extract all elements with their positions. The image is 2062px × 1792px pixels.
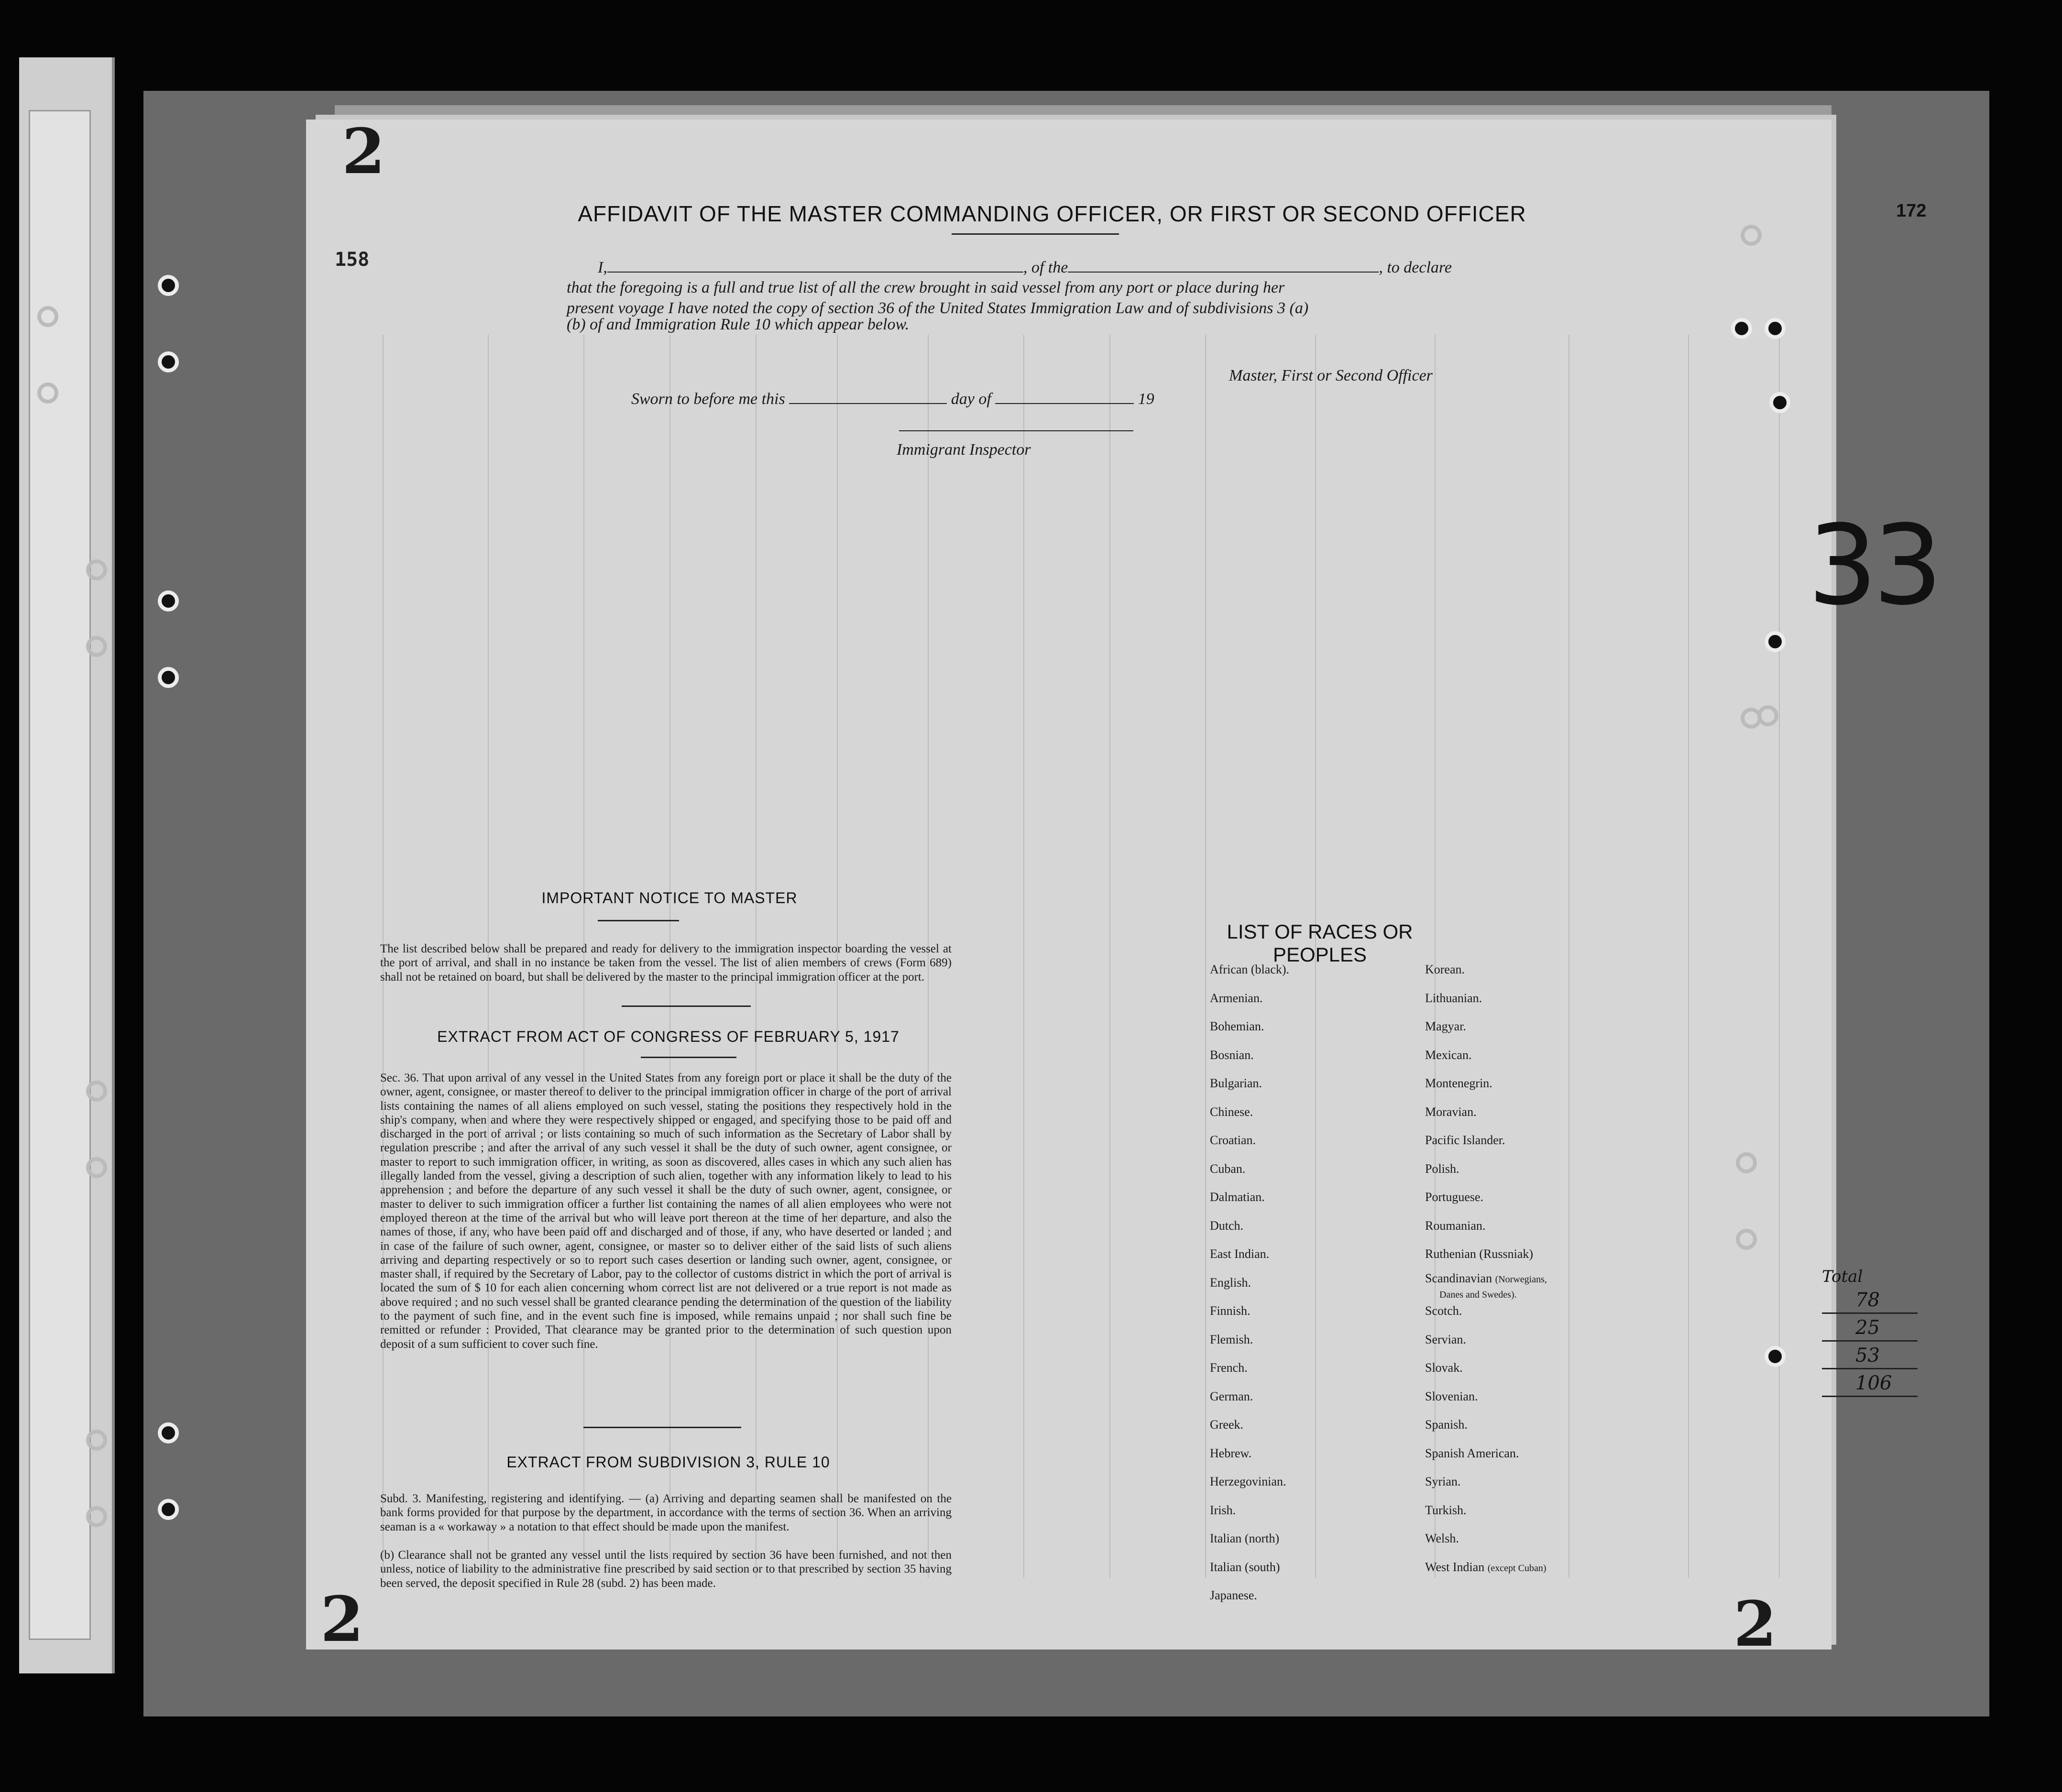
- race-item: Spanish American.: [1425, 1446, 1519, 1460]
- race-item: Pacific Islander.: [1425, 1133, 1505, 1147]
- races-left-column: [1210, 955, 1289, 1610]
- affidavit-pronoun: I,: [598, 259, 607, 276]
- race-item: Korean.: [1425, 962, 1465, 976]
- race-item: Irish.: [1210, 1503, 1236, 1517]
- race-item: Scotch.: [1425, 1304, 1462, 1318]
- race-item: Greek.: [1210, 1418, 1244, 1431]
- race-item: Mexican.: [1425, 1048, 1472, 1062]
- race-item: Dutch.: [1210, 1218, 1244, 1233]
- race-item: Cuban.: [1210, 1161, 1246, 1176]
- race-item: Armenian.: [1210, 991, 1263, 1005]
- rule-text-b: (b) Clearance shall not be granted any vessel until the lists required by section 36 have been furnished, and not then unless, notice of liability to the administrative fine prescribed by said section or to that prescribed by section 35 having been served, the deposit specified in Rule 28 (subd. 2) has been made.: [380, 1549, 952, 1590]
- title-rule: [952, 233, 1119, 235]
- board-hole: [158, 1499, 179, 1520]
- races-right-column: [1425, 955, 1547, 1581]
- race-item-note: (except Cuban): [1487, 1563, 1546, 1573]
- binder-hole: [37, 306, 58, 327]
- race-item: Polish.: [1425, 1161, 1459, 1176]
- board-hole: [158, 275, 179, 296]
- race-item: Welsh.: [1425, 1531, 1459, 1545]
- race-item: Bosnian.: [1210, 1048, 1254, 1062]
- sheet-hole: [1757, 705, 1778, 726]
- binder-hole: [86, 1430, 107, 1451]
- act-title: EXTRACT FROM ACT OF CONGRESS OF FEBRUARY 5, 1917: [437, 1028, 899, 1045]
- race-item: [1425, 1268, 1547, 1300]
- race-item: Lithuanian.: [1425, 991, 1482, 1005]
- race-item: Italian (south): [1210, 1560, 1280, 1574]
- binder-hole: [86, 636, 107, 657]
- affidavit-to-declare: , to declare: [1379, 259, 1452, 276]
- board-hole: [158, 1422, 179, 1443]
- stamp-numeral: 2: [1733, 1587, 1777, 1661]
- race-item: Servian.: [1425, 1332, 1466, 1346]
- race-item: Magyar.: [1425, 1019, 1466, 1033]
- month-blank: [995, 390, 1134, 404]
- race-item: Slovenian.: [1425, 1389, 1478, 1403]
- race-item: Ruthenian (Russniak): [1425, 1247, 1534, 1261]
- vessel-blank: [1068, 258, 1379, 273]
- race-item: English.: [1210, 1275, 1251, 1289]
- board-hole: [158, 351, 179, 372]
- race-item: Roumanian.: [1425, 1218, 1486, 1233]
- race-item: Italian (north): [1210, 1531, 1280, 1545]
- binder-hole: [37, 382, 58, 404]
- day-of-text: day of: [951, 390, 991, 408]
- race-item-label: Scandinavian: [1425, 1271, 1492, 1285]
- race-item-label: West Indian: [1425, 1560, 1485, 1574]
- signature-role: Master, First or Second Officer: [1229, 367, 1433, 384]
- day-blank: [789, 390, 947, 404]
- rule-text-a: Subd. 3. Manifesting, registering and identifying. — (a) Arriving and departing seamen shall be manifested on the bank forms provided for that purpose by the department, in accordance with the terms of section 36. When an arriving seaman is a « workaway » a notation to that effect should be made upon the manifest.: [380, 1492, 952, 1533]
- binder-strip: [29, 110, 91, 1640]
- race-item: Slovak.: [1425, 1361, 1463, 1375]
- sheet-hole-dark: [1765, 318, 1786, 339]
- affidavit-of-the: , of the: [1023, 259, 1068, 276]
- sworn-text: Sworn to before me this: [631, 390, 785, 408]
- notice-title: IMPORTANT NOTICE TO MASTER: [541, 889, 798, 907]
- sheet-hole: [1741, 225, 1762, 246]
- board-hole: [158, 667, 179, 688]
- year-text: 19: [1138, 390, 1154, 408]
- act-text: Sec. 36. That upon arrival of any vessel in the United States from any foreign port or place it shall be the duty of the owner, agent, consignee, or master thereof to deliver to the principal immigration officer in charge of the port of arrival lists containing the names of all aliens employed on such vessel, stating the positions they respectively hold in the ship's company, when and where they were respectively shipped or engaged, and specifying those to be paid off and discharged in the port of arrival ; or lists containing so much of such information as the Secretary of Labor shall by regulation prescribe ; and after the arrival of any such vessel it shall be the duty of such owner, agent consignee, or master to report to such immigration officer, in writing, as soon as discovered, alles cases in which any such alien has illegally landed from the vessel, giving a description of such alien, together with any information likely to lead to his apprehension ; and before the departure of any such vessel it shall be the duty of such owner, agent, consignee, or master to deliver to such immigration officer a further list containing the names of all alien employees who were not employed thereon at the time of the arrival but who will leave port thereon at the time of her departure, and also the names of those, if any, who have been paid off and discharged and of those, if any, who have deserted or landed ; and in case of the failure of such owner, agent, consignee, or master so to deliver either of the said lists of such aliens arriving and departing respectively or so to report such cases desertion or landing such owner, agent, consignee, or master shall, if required by the Secretary of Labor, pay to the collector of customs district in which the port of arrival is located the sum of $ 10 for each alien concerning whom correct list are not delivered or a true report is not made as above required ; and no such vessel shall be granted clearance pending the determination of the question of the liability to the payment of such fine, and in the event such fine is imposed, while remains unpaid ; nor shall such fine be remitted or refunder : Provided, That clearance may be granted prior to the determination of such question upon deposit of a sum sufficient to cover such fine.: [380, 1071, 952, 1351]
- race-item: Montenegrin.: [1425, 1076, 1492, 1090]
- race-item: Dalmatian.: [1210, 1190, 1265, 1204]
- board-hole: [158, 590, 179, 612]
- name-blank: [607, 258, 1023, 273]
- sheet-hole: [1736, 1229, 1757, 1250]
- race-item: Hebrew.: [1210, 1446, 1252, 1460]
- race-item: Flemish.: [1210, 1332, 1253, 1346]
- handwritten-number: 33: [1808, 502, 1938, 630]
- form-sheet: [306, 120, 1832, 1650]
- race-item: Japanese.: [1210, 1588, 1257, 1602]
- notice-rule: [598, 920, 679, 921]
- race-item: Syrian.: [1425, 1475, 1461, 1488]
- folio-number: 158: [335, 249, 370, 271]
- act-rule: [641, 1057, 736, 1058]
- totals-label: Total: [1822, 1267, 1863, 1286]
- sheet-hole-dark: [1765, 1346, 1786, 1367]
- inspector-signature-rule: [899, 430, 1133, 431]
- race-item: Croatian.: [1210, 1133, 1256, 1147]
- sworn-line: [631, 390, 1154, 408]
- race-item: Bohemian.: [1210, 1019, 1264, 1033]
- affidavit-line-4: (b) of and Immigration Rule 10 which appear below.: [567, 316, 910, 333]
- rule-title: EXTRACT FROM SUBDIVISION 3, RULE 10: [506, 1453, 830, 1471]
- race-item: African (black).: [1210, 962, 1290, 976]
- notice-text: The list described below shall be prepared and ready for delivery to the immigration inspector boarding the vessel at the port of arrival, and shall in no instance be taken from the vessel. The list of alien members of crews (Form 689) shall not be retained on board, but shall be delivered by the master to the principal immigration officer at the port.: [380, 942, 952, 983]
- inspector-label: Immigrant Inspector: [897, 441, 1031, 459]
- race-item: Chinese.: [1210, 1104, 1253, 1119]
- sheet-hole-dark: [1731, 318, 1752, 339]
- binder-hole: [86, 1157, 107, 1178]
- affidavit-title: AFFIDAVIT OF THE MASTER COMMANDING OFFICER, OR FIRST OR SECOND OFFICER: [578, 201, 1526, 226]
- total-value: 106: [1822, 1369, 1918, 1397]
- race-item: Herzegovinian.: [1210, 1475, 1286, 1488]
- binder-hole: [86, 1081, 107, 1102]
- race-item: Finnish.: [1210, 1304, 1250, 1318]
- race-item: [1425, 1553, 1547, 1582]
- affidavit-line-3: present voyage I have noted the copy of section 36 of the United States Immigration Law and of subdivisions 3 (a): [567, 299, 1309, 317]
- binder-hole: [86, 1506, 107, 1527]
- race-item-note: (Norwegians,: [1495, 1274, 1547, 1285]
- race-item: East Indian.: [1210, 1247, 1270, 1261]
- race-item: Bulgarian.: [1210, 1076, 1262, 1090]
- total-value: 25: [1822, 1314, 1918, 1342]
- sheet-hole-dark: [1769, 392, 1790, 413]
- affidavit-line-2: that the foregoing is a full and true list of all the crew brought in said vessel from any port or place during her: [567, 279, 1285, 296]
- sheet-hole-dark: [1765, 631, 1786, 652]
- race-item: Moravian.: [1425, 1104, 1477, 1119]
- page-number: 172: [1896, 201, 1927, 221]
- stamp-numeral: 2: [342, 115, 385, 188]
- act-bottom-rule: [583, 1427, 741, 1428]
- totals-block: [1822, 1267, 1918, 1397]
- sheet-hole: [1736, 1152, 1757, 1173]
- race-item: Turkish.: [1425, 1503, 1467, 1517]
- race-item: French.: [1210, 1361, 1248, 1375]
- affidavit-line-1: [598, 258, 1452, 277]
- total-value: 78: [1822, 1286, 1918, 1314]
- notice-bottom-rule: [622, 1005, 751, 1007]
- races-title: LIST OF RACES OR PEOPLES: [1227, 920, 1413, 966]
- binder-hole: [86, 559, 107, 580]
- race-item: Portuguese.: [1425, 1190, 1484, 1204]
- total-value: 53: [1822, 1342, 1918, 1369]
- race-item: Spanish.: [1425, 1418, 1468, 1431]
- race-item-note: Danes and Swedes).: [1439, 1289, 1517, 1300]
- race-item: German.: [1210, 1389, 1253, 1403]
- stamp-numeral: 2: [320, 1583, 364, 1656]
